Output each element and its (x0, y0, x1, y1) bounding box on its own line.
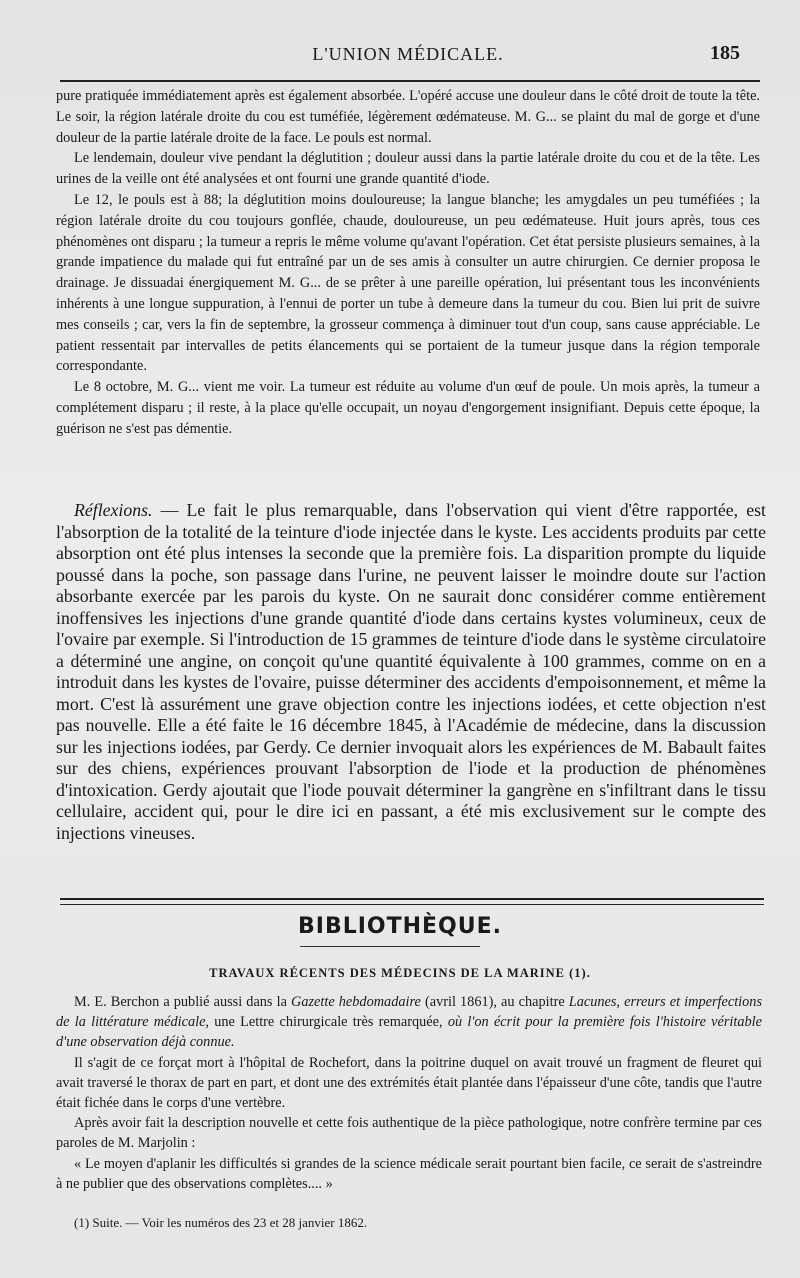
quote-paragraph: « Le moyen d'aplanir les difficultés si grandes de la science médicale serait pourtant bien facile, ce serait de s'astreindre à ne publier que des observations complètes.... » (56, 1155, 762, 1192)
text-run: (avril 1861), au chapitre (420, 994, 569, 1010)
section-title: BIBLIOTHÈQUE. (297, 914, 503, 939)
italic-quote: où l'on écrit pour la première fois l'histoire véritable d'une observation déjà connue. (56, 1014, 762, 1051)
text-run: M. E. Berchon a publié aussi dans la (74, 994, 292, 1010)
running-header (56, 38, 760, 72)
paragraph: pure pratiquée immédiatement après est également absorbée. L'opéré accuse une douleur dans le côté droit de toute la tête. Le soir, la région latérale droite du cou est tuméfiée, légèrement œdémateuse. M. G... se plaint du mal de gorge et d'une douleur de la partie latérale droite de la face. Le pouls est normal. (56, 88, 760, 146)
paragraph: Le 12, le pouls est à 88; la déglutition moins douloureuse; la langue blanche; les amygdales un peu tuméfiées ; la région latérale droite du cou toujours gonflée, chaude, douloureuse, un peu œdémateuse. Huit jours après, tous ces phénomènes ont disparu ; la tumeur a repris le même volume qu'avant l'opération. Cet état persiste plusieurs semaines, à la grande impatience du malade qui fut entraîné par un de ses amis à consulter un autre chirurgien. Ce dernier proposa le drainage. Je dissuadai énergiquement M. G... de se prêter à une pareille opération, lui présentant tous les inconvénients inhérents à une longue suppuration, à l'ennui de porter un tube à demeure dans la tumeur du cou. Bien lui prit de suivre mes conseils ; car, vers la fin de septembre, la grosseur commença à diminuer tout d'un coup, sans cause appréciable. Le patient ressentait par intervalles de petits élancements qui se portaient de la tumeur jusque dans la région temporale correspondante. (56, 191, 760, 375)
paragraph: Le 8 octobre, M. G... vient me voir. La tumeur est réduite au volume d'un œuf de poule. Un mois après, la tumeur a complétement disparu ; il reste, à la place qu'elle occupait, un noyau d'engorgement insignifiant. Depuis cette époque, la guérison ne s'est pas démentie. (56, 379, 760, 437)
journal-title: Gazette hebdomadaire (291, 994, 421, 1010)
subsection-title: TRAVAUX RÉCENTS DES MÉDECINS DE LA MARINE (1). (209, 966, 591, 980)
chapter-title: Lacunes, erreurs et imperfections de la littérature médicale, (56, 994, 763, 1031)
running-title: L'UNION MÉDICALE. (312, 44, 504, 64)
footnote: (1) Suite. — Voir les numéros des 23 et 28 janvier 1862. (74, 1215, 368, 1230)
bibliotheque-text (56, 992, 762, 1194)
page-number: 185 (710, 42, 740, 64)
paragraph: Il s'agit de ce forçat mort à l'hôpital de Rochefort, dans la poitrine duquel on avait trouvé un fragment de fleuret qui avait traversé le thorax de part en part, et dont une des extrémités était plantée dans l'épaisseur d'une côte, tandis que l'autre était fichée dans le corps d'une vertèbre. (56, 1054, 762, 1112)
reflexions-section (56, 500, 766, 844)
reflexions-paragraph (56, 500, 766, 844)
paragraph: Le lendemain, douleur vive pendant la déglutition ; douleur aussi dans la partie latérale droite du cou et de la tête. Les urines de la veille ont été analysées et ont fourni une grande quantité d'iode. (56, 150, 760, 188)
case-report-text (56, 86, 760, 440)
paragraph (56, 992, 762, 1053)
reflexions-text: — Le fait le plus remarquable, dans l'observation qui vient d'être rapportée, est l'absorption de la totalité de la teinture d'iode injectée dans le kyste. Les accidents produits par cette absorption ont été plus intenses la seconde que la première fois. La disparition prompte du liquide poussé dans la poche, son passage dans l'urine, ne peuvent laisser le moindre doute sur l'action absorbante exercée par les parois du kyste. On ne saurait donc considérer comme entièrement inoffensives les injections d'une grande quantité d'iode dans certains kystes volumineux, ceux de l'ovaire par exemple. Si l'introduction de 15 grammes de teinture d'iode dans le système circulatoire a déterminé une angine, on conçoit qu'une quantité équivalente à 100 grammes, comme on en a introduit dans les kystes de l'ovaire, puisse déterminer des accidents d'empoisonnement, et même la mort. C'est là assurément une grave objection contre les injections iodées, et cette objection n'est pas nouvelle. Elle a été faite le 16 décembre 1845, à l'Académie de médecine, dans la discussion sur les injections iodées, par Gerdy. Ce dernier invoquait alors les expériences de M. Babault faites sur des chiens, expériences prouvant l'absorption de l'iode et la production de phénomènes d'intoxication. Gerdy ajoutait que l'iode pouvait déterminer la gangrène en s'infiltrant dans le tissu cellulaire, accident qui, pour le dire ici en passant, a été mis exclusivement sur le compte des injections vineuses. (56, 500, 766, 843)
title-underline (300, 946, 480, 947)
header-rule (60, 80, 760, 82)
text-run: une Lettre chirurgicale très remarquée, (209, 1014, 448, 1031)
reflexions-lead: Réflexions. (74, 500, 153, 520)
section-divider (60, 898, 764, 905)
paragraph: Après avoir fait la description nouvelle et cette fois authentique de la pièce pathologique, notre confrère termine par ces paroles de M. Marjolin : (56, 1115, 762, 1152)
